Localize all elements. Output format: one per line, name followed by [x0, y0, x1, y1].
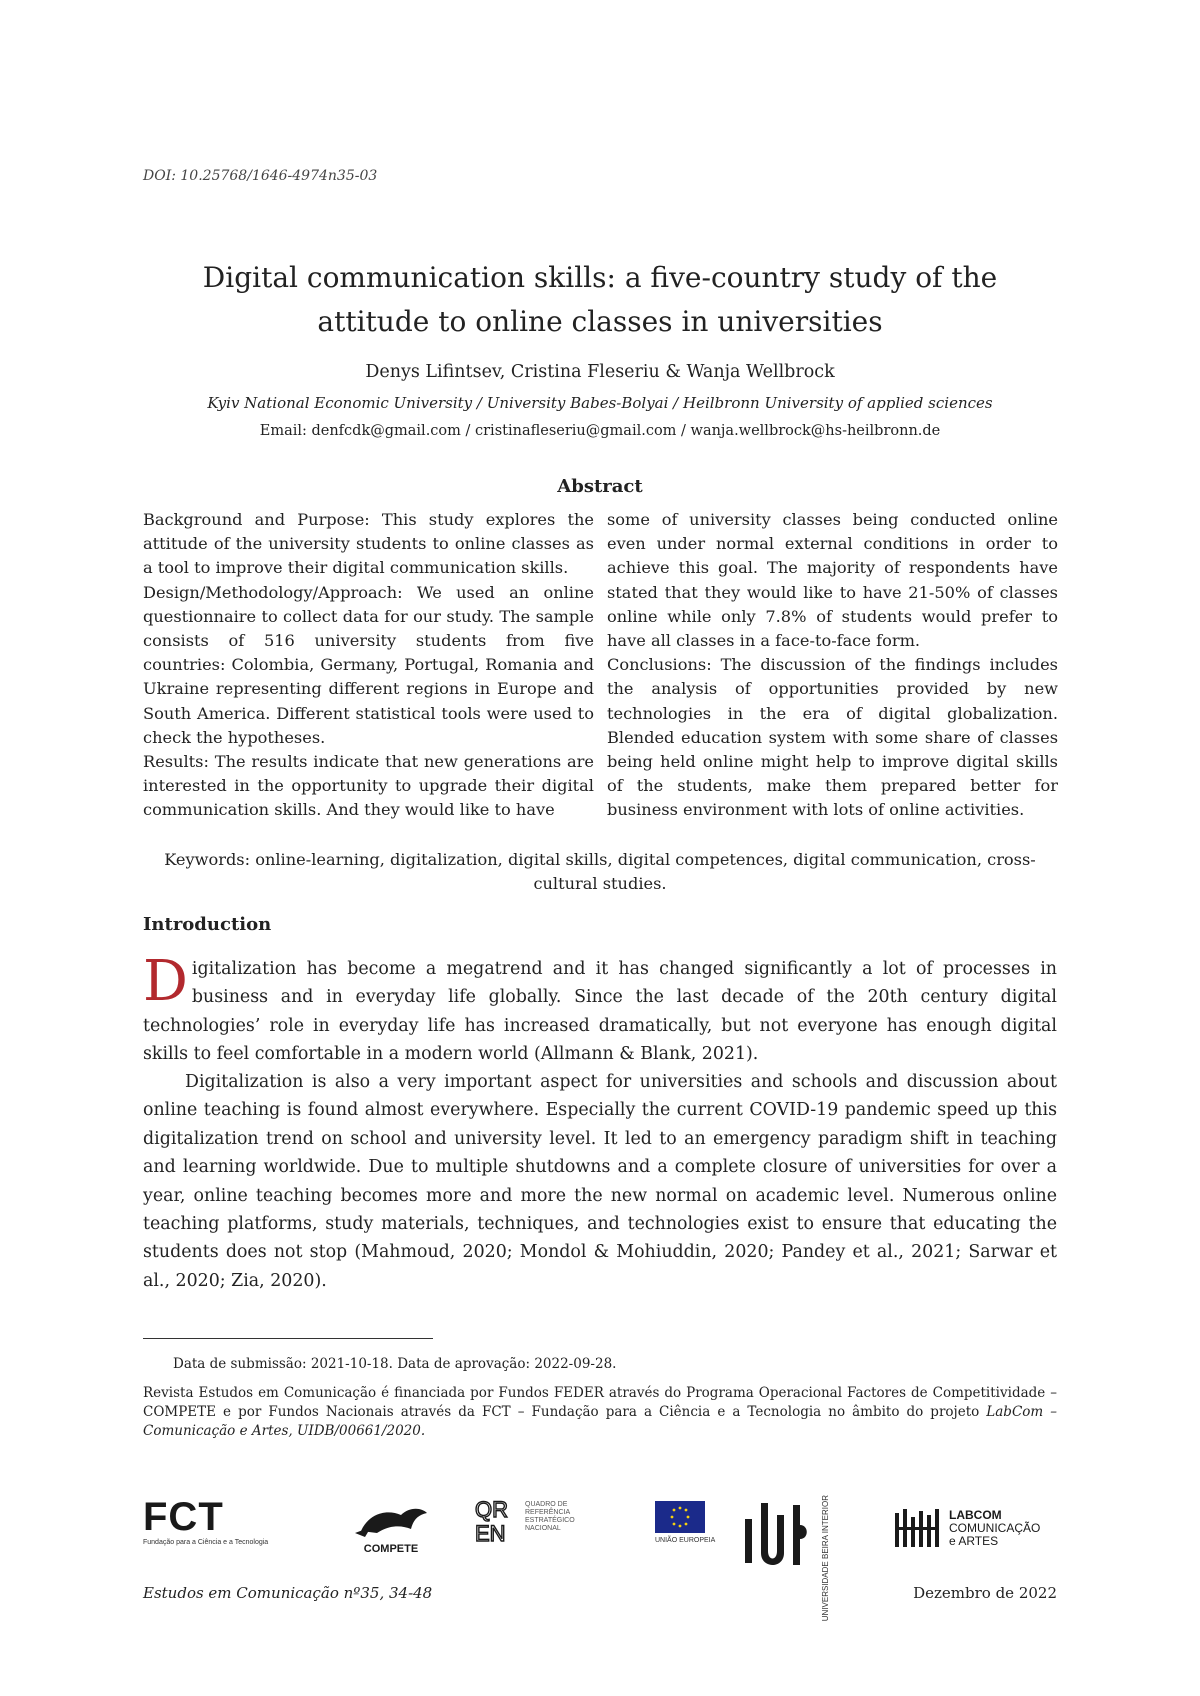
- labcom-text: [949, 1509, 1040, 1548]
- fct-logo: [143, 1497, 268, 1546]
- abstract-paragraph: Design/Methodology/Approach: We used an online questionnaire to collect data for our study. The sample consists of 516 university students from five countries: Colombia, Germany, Portugal, Romania and Ukraine representing different regions in Europe and South America. Different statistical tools were used to check the hypotheses.: [143, 582, 594, 747]
- funding-project: LabCom – Comunicação e Artes, UIDB/00661/2020.: [143, 1404, 1057, 1439]
- qren-mark-icon: [475, 1497, 521, 1543]
- author-emails[interactable]: Email: denfcdk@gmail.com / cristinafleseriu@gmail.com / wanja.wellbrock@hs-heilbronn.de: [259, 423, 941, 439]
- svg-text:QR: QR: [475, 1497, 508, 1522]
- affiliations: Kyiv National Economic University / University Babes-Bolyai / Heilbronn University of applied sciences: [207, 394, 993, 412]
- doi-label[interactable]: DOI: 10.25768/1646-4974n35-03: [143, 168, 378, 184]
- labcom-line-3: e ARTES: [949, 1534, 999, 1548]
- keywords: Keywords: online-learning, digitalization, digital skills, digital competences, digital communication, cross-cultural studies.: [164, 850, 1036, 894]
- authors: Denys Lifintsev, Cristina Fleseriu & Wanja Wellbrock: [365, 362, 835, 382]
- eu-flag-icon: [655, 1501, 705, 1533]
- funding-text: Revista Estudos em Comunicação é financiada por Fundos FEDER através do Programa Operacional Factores de Competitividade – COMPETE e por Fundos Nacionais através da FCT – Fundação para a Ciência e a Tecnologia no âmbito do projeto: [143, 1385, 1057, 1420]
- labcom-line-1: LABCOM: [949, 1508, 1002, 1522]
- footnote-divider: [143, 1338, 433, 1339]
- introduction-heading: Introduction: [143, 914, 272, 935]
- abstract-paragraph: Background and Purpose: This study explores the attitude of the university students to online classes as a tool to improve their digital communication skills.: [143, 510, 594, 578]
- ubi-vertical-label: UNIVERSIDADE BEIRA INTERIOR: [821, 1495, 830, 1622]
- qren-subtitle: QUADRO DE REFERÊNCIA ESTRATÉGICO NACIONAL: [525, 1501, 575, 1532]
- compete-wordmark: COMPETE: [363, 1543, 419, 1555]
- footnote-dates: Data de submissão: 2021-10-18. Data de aprovação: 2022-09-28.: [173, 1356, 617, 1372]
- abstract-right-column: [607, 508, 1058, 823]
- fct-subtitle: Fundação para a Ciência e a Tecnologia: [143, 1539, 269, 1546]
- labcom-mark-icon: [895, 1509, 945, 1549]
- fct-wordmark: FCT: [143, 1495, 224, 1539]
- labcom-line-2: COMUNICAÇÃO: [949, 1521, 1041, 1535]
- ubi-mark-icon: [743, 1495, 823, 1571]
- abstract-paragraph: some of university classes being conducted online even under normal external conditions in order to achieve this goal. The majority of respondents have stated that they would like to have 21-50% of classes online while only 7.8% of students would prefer to have all classes in a face-to-face form.: [607, 510, 1058, 651]
- abstract-paragraph: Results: The results indicate that new generations are interested in the opportunity to upgrade their digital communication skills. And they would like to have: [143, 752, 594, 820]
- compete-bird-icon: [351, 1503, 431, 1539]
- labcom-logo: [895, 1508, 1041, 1553]
- compete-logo: [351, 1503, 431, 1555]
- eu-subtitle: UNIÃO EUROPEIA: [655, 1537, 716, 1544]
- intro-paragraph-text: Digitalization is also a very important aspect for universities and schools and discussion about online teaching is found almost everywhere. Especially the current COVID-19 pandemic speed up this digitalization trend on school and university level. It led to an emergency paradigm shift in teaching and learning worldwide. Due to multiple shutdowns and a complete closure of universities for over a year, online teaching becomes more and more the new normal on academic level. Numerous online teaching platforms, study materials, techniques, and technologies exist to ensure that educating the students does not stop (Mahmoud, 2020; Mondol & Mohiuddin, 2020; Pandey et al., 2021; Sarwar et al., 2020; Zia, 2020).: [143, 1072, 1057, 1291]
- footer-date: Dezembro de 2022: [913, 1584, 1057, 1602]
- eu-logo: [655, 1501, 715, 1544]
- abstract-left-column: [143, 508, 594, 823]
- intro-paragraph-1: [143, 949, 1057, 1069]
- svg-text:EN: EN: [475, 1521, 506, 1543]
- ubi-logo: [743, 1495, 830, 1622]
- abstract-heading: Abstract: [557, 476, 643, 497]
- footer-journal: Estudos em Comunicação nº35, 34-48: [143, 1584, 433, 1602]
- qren-logo: [475, 1497, 575, 1547]
- footnote-funding: [143, 1384, 1057, 1441]
- abstract-paragraph: Conclusions: The discussion of the findings includes the analysis of opportunities provided by new technologies in the era of digital globalization. Blended education system with some share of classes being held online might help to improve digital skills of the students, make them prepared better for business environment with lots of online activities.: [607, 655, 1058, 820]
- paper-title: Digital communication skills: a five-country study of the attitude to online classes in universities: [202, 261, 998, 338]
- intro-paragraph-2: [143, 1068, 1057, 1295]
- intro-paragraph-text: igitalization has become a megatrend and it has changed significantly a lot of processes in business and in everyday life globally. Since the last decade of the 20th century digital technologies’ role in everyday life has increased dramatically, but not everyone has enough digital skills to feel comfortable in a modern world (Allmann & Blank, 2021).: [143, 959, 1057, 1065]
- dropcap-letter: D: [143, 949, 188, 1014]
